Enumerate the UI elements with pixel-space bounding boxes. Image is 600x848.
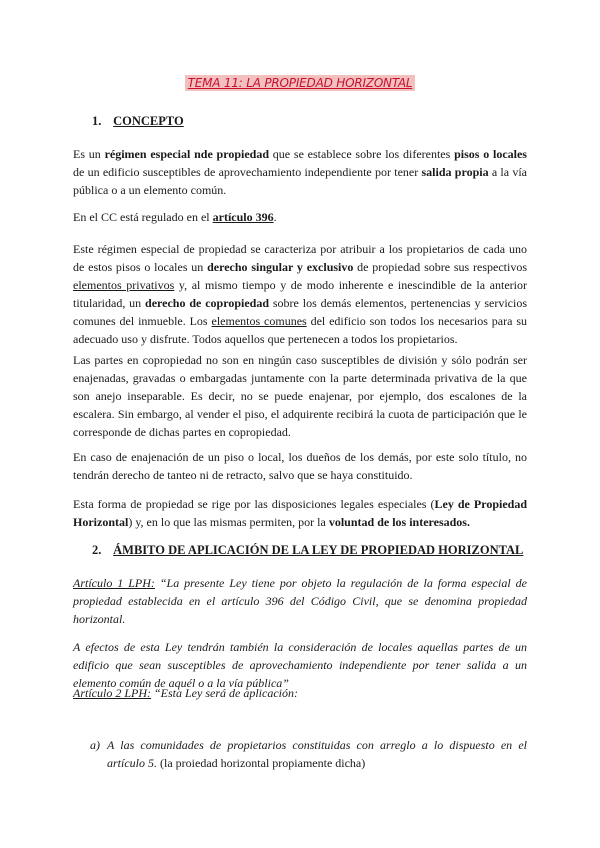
text: que se establece sobre los diferentes [269, 147, 455, 161]
bold-text: salida propia [421, 165, 489, 179]
text: sobre los demás elementos, pertenencias y servicios comunes del inmueble. Los [73, 296, 527, 328]
text: . [273, 210, 277, 224]
title-wrap [0, 74, 600, 92]
text: y, al mismo tiempo y de modo inherente e inescindible de la anterior titularidad, un [73, 278, 527, 310]
section-title: CONCEPTO [113, 114, 184, 128]
quote-text: “Esta Ley será de aplicación: [151, 686, 298, 700]
text: de un edificio susceptibles de aprovechamiento independiente por tener [73, 165, 422, 179]
section-heading-2 [92, 543, 523, 558]
underlined-text: elementos comunes [211, 314, 307, 328]
paragraph-regulation [73, 495, 527, 531]
paragraph-enajenacion: En caso de enajenación de un piso o local, los dueños de los demás, por este solo título, no tendrán derecho de tanteo ni de retracto, salvo que se haya constituido. [73, 450, 527, 482]
bold-text: derecho de copropiedad [145, 296, 270, 310]
quote-text: “La presente Ley tiene por objeto la regulación de la forma especial de propiedad establecida en el artículo 396 del Código Civil, que se denomina propiedad horizontal. [73, 576, 528, 626]
paragraph-article-1 [73, 574, 527, 628]
bold-text: pisos o locales [454, 147, 527, 161]
bold-text: derecho singular y exclusivo [207, 260, 354, 274]
text: Es un [73, 147, 105, 161]
list-marker: a) [90, 738, 100, 752]
document-title: TEMA 11: LA PROPIEDAD HORIZONTAL [185, 75, 416, 91]
section-title: ÁMBITO DE APLICACIÓN DE LA LEY DE PROPIEDAD HORIZONTAL [113, 543, 524, 557]
paragraph-cc-reference [73, 208, 527, 226]
text: Este régimen especial de propiedad se caracteriza por atribuir a los propietarios de cada uno de estos pisos o locales un [73, 242, 527, 274]
paragraph-regime [73, 240, 527, 348]
bold-text: régimen especial nde propiedad [104, 147, 270, 161]
text: (la proiedad horizontal propiamente dicha) [157, 756, 366, 770]
paragraph-locales: A efectos de esta Ley tendrán también la consideración de locales aquellas partes de un edificio que sean susceptibles de aprovechamiento independiente por tener salida a un elemento común de aquél o a la vía pública” [73, 640, 527, 690]
bold-text: voluntad de los interesados. [328, 515, 470, 529]
article-reference: Artículo 2 LPH: [73, 686, 151, 700]
text: Esta forma de propiedad se rige por las disposiciones legales especiales ( [73, 497, 435, 511]
italic-text: A las comunidades de propietarios constituidas con arreglo a lo dispuesto en el artículo 5. [107, 738, 527, 770]
section-number: 2. [92, 543, 102, 557]
text: de propiedad sobre sus respectivos [353, 260, 527, 274]
text: En el CC está regulado en el [73, 210, 213, 224]
paragraph-definition [73, 145, 527, 199]
section-heading-1 [92, 114, 184, 129]
paragraph-article-2 [73, 684, 527, 702]
paragraph-copropiedad: Las partes en copropiedad no son en ningún caso susceptibles de división y sólo podrán ser enajenadas, gravadas o embargadas juntamente con la parte determinada privativa de la que son anejo inseparable. Es decir, no se puede enajenar, por ejemplo, dos escalones de la escalera. Sin embargo, al vender el piso, el adquirente recibirá la cuota de participación que le corresponde de dichas partes en copropiedad. [73, 353, 527, 439]
section-number: 1. [92, 114, 102, 128]
text: del edificio son todos los necesarios para su adecuado uso y disfrute. Todos aquellos que pertenecen a todos los propietarios. [73, 314, 527, 346]
underlined-text: elementos privativos [73, 278, 175, 292]
bold-text: Ley de Propiedad Horizontal [73, 497, 528, 529]
text: a la vía pública o a un elemento común. [73, 165, 527, 197]
text: ) y, en lo que las mismas permiten, por la [128, 515, 329, 529]
article-reference: Artículo 1 LPH: [73, 576, 155, 590]
list-item-text [107, 736, 527, 772]
list-item-a [90, 736, 527, 772]
article-reference: artículo 396 [212, 210, 274, 224]
